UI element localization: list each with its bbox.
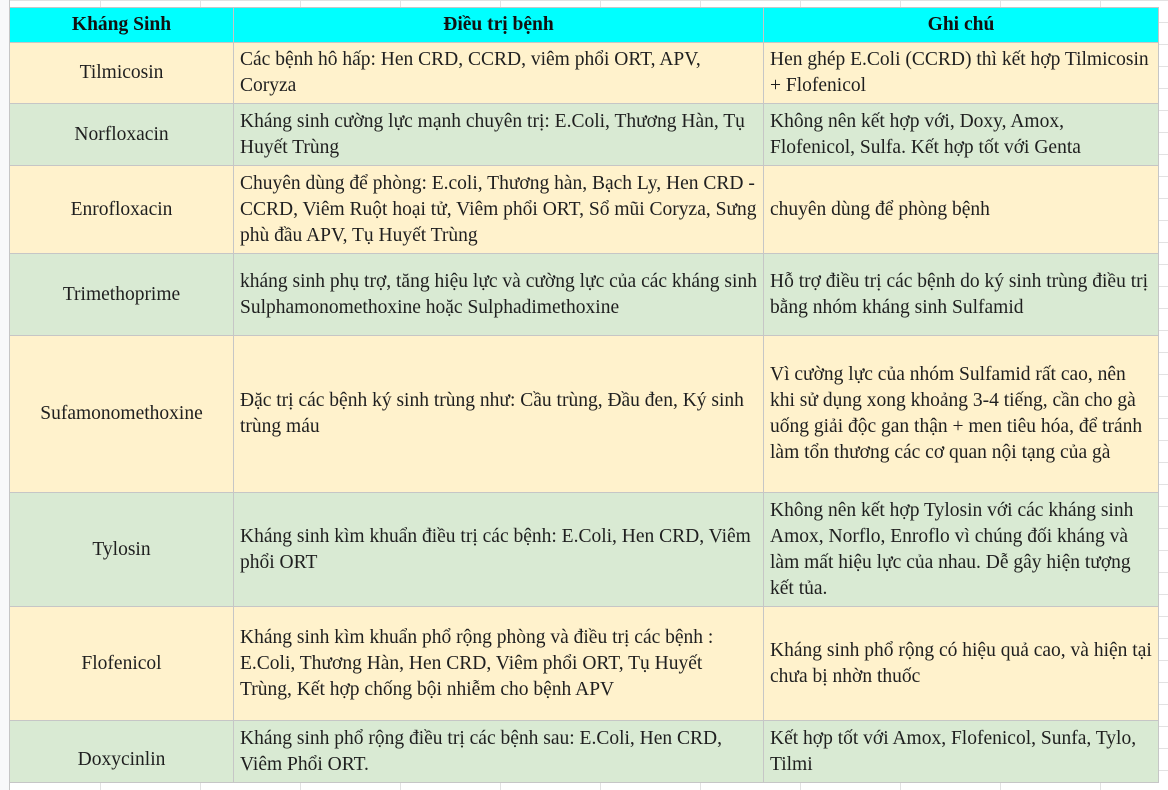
header-note[interactable]: Ghi chú [764,8,1159,43]
cell-note[interactable]: Vì cường lực của nhóm Sulfamid rất cao, nên khi sử dụng xong khoảng 3-4 tiếng, cần cho gà uống giải độc gan thận + men tiêu hóa, để tránh làm tổn thương các cơ quan nội tạng của gà [764,336,1159,493]
table-row [10,254,1159,336]
header-antibiotic[interactable]: Kháng Sinh [10,8,234,43]
table-row [10,104,1159,166]
cell-note[interactable]: Hỗ trợ điều trị các bệnh do ký sinh trùng điều trị bằng nhóm kháng sinh Sulfamid [764,254,1159,336]
cell-antibiotic[interactable]: Tilmicosin [10,43,234,104]
cell-treatment[interactable]: kháng sinh phụ trợ, tăng hiệu lực và cường lực của các kháng sinh Sulphamonomethoxine hoặc Sulphadimethoxine [234,254,764,336]
header-row [10,8,1159,43]
cell-note[interactable]: Không nên kết hợp với, Doxy, Amox, Flofenicol, Sulfa. Kết hợp tốt với Genta [764,104,1159,166]
cell-treatment[interactable]: Kháng sinh kìm khuẩn phổ rộng phòng và điều trị các bệnh : E.Coli, Thương Hàn, Hen CRD, Viêm phổi ORT, Tụ Huyết Trùng, Kết hợp chống bội nhiễm cho bệnh APV [234,607,764,721]
cell-note[interactable]: Không nên kết hợp Tylosin với các kháng sinh Amox, Norflo, Enroflo vì chúng đối kháng và làm mất hiệu lực của nhau. Dễ gây hiện tượng kết tủa. [764,493,1159,607]
cell-treatment[interactable]: Chuyên dùng để phòng: E.coli, Thương hàn, Bạch Ly, Hen CRD - CCRD, Viêm Ruột hoại tử, Viêm phổi ORT, Sổ mũi Coryza, Sưng phù đầu APV, Tụ Huyết Trùng [234,166,764,254]
cell-antibiotic[interactable]: Norfloxacin [10,104,234,166]
table-row [10,721,1159,783]
antibiotic-table [9,7,1159,783]
cell-treatment[interactable]: Kháng sinh kìm khuẩn điều trị các bệnh: E.Coli, Hen CRD, Viêm phổi ORT [234,493,764,607]
cell-antibiotic[interactable]: Sufamonomethoxine [10,336,234,493]
cell-antibiotic[interactable]: Doxycinlin [10,721,234,783]
cell-antibiotic[interactable]: Enrofloxacin [10,166,234,254]
cell-antibiotic[interactable]: Tylosin [10,493,234,607]
cell-treatment[interactable]: Kháng sinh phổ rộng điều trị các bệnh sau: E.Coli, Hen CRD, Viêm Phổi ORT. [234,721,764,783]
table-row [10,493,1159,607]
cell-note[interactable]: chuyên dùng để phòng bệnh [764,166,1159,254]
cell-note[interactable]: Kháng sinh phổ rộng có hiệu quả cao, và hiện tại chưa bị nhờn thuốc [764,607,1159,721]
cell-note[interactable]: Hen ghép E.Coli (CCRD) thì kết hợp Tilmicosin + Flofenicol [764,43,1159,104]
header-treatment[interactable]: Điều trị bệnh [234,8,764,43]
table-row [10,607,1159,721]
table-row [10,166,1159,254]
cell-treatment[interactable]: Các bệnh hô hấp: Hen CRD, CCRD, viêm phổi ORT, APV, Coryza [234,43,764,104]
cell-treatment[interactable]: Kháng sinh cường lực mạnh chuyên trị: E.Coli, Thương Hàn, Tụ Huyết Trùng [234,104,764,166]
cell-treatment[interactable]: Đặc trị các bệnh ký sinh trùng như: Cầu trùng, Đầu đen, Ký sinh trùng máu [234,336,764,493]
table-row [10,43,1159,104]
cell-antibiotic[interactable]: Trimethoprime [10,254,234,336]
table-row [10,336,1159,493]
cell-antibiotic[interactable]: Flofenicol [10,607,234,721]
cell-note[interactable]: Kết hợp tốt với Amox, Flofenicol, Sunfa, Tylo, Tilmi [764,721,1159,783]
